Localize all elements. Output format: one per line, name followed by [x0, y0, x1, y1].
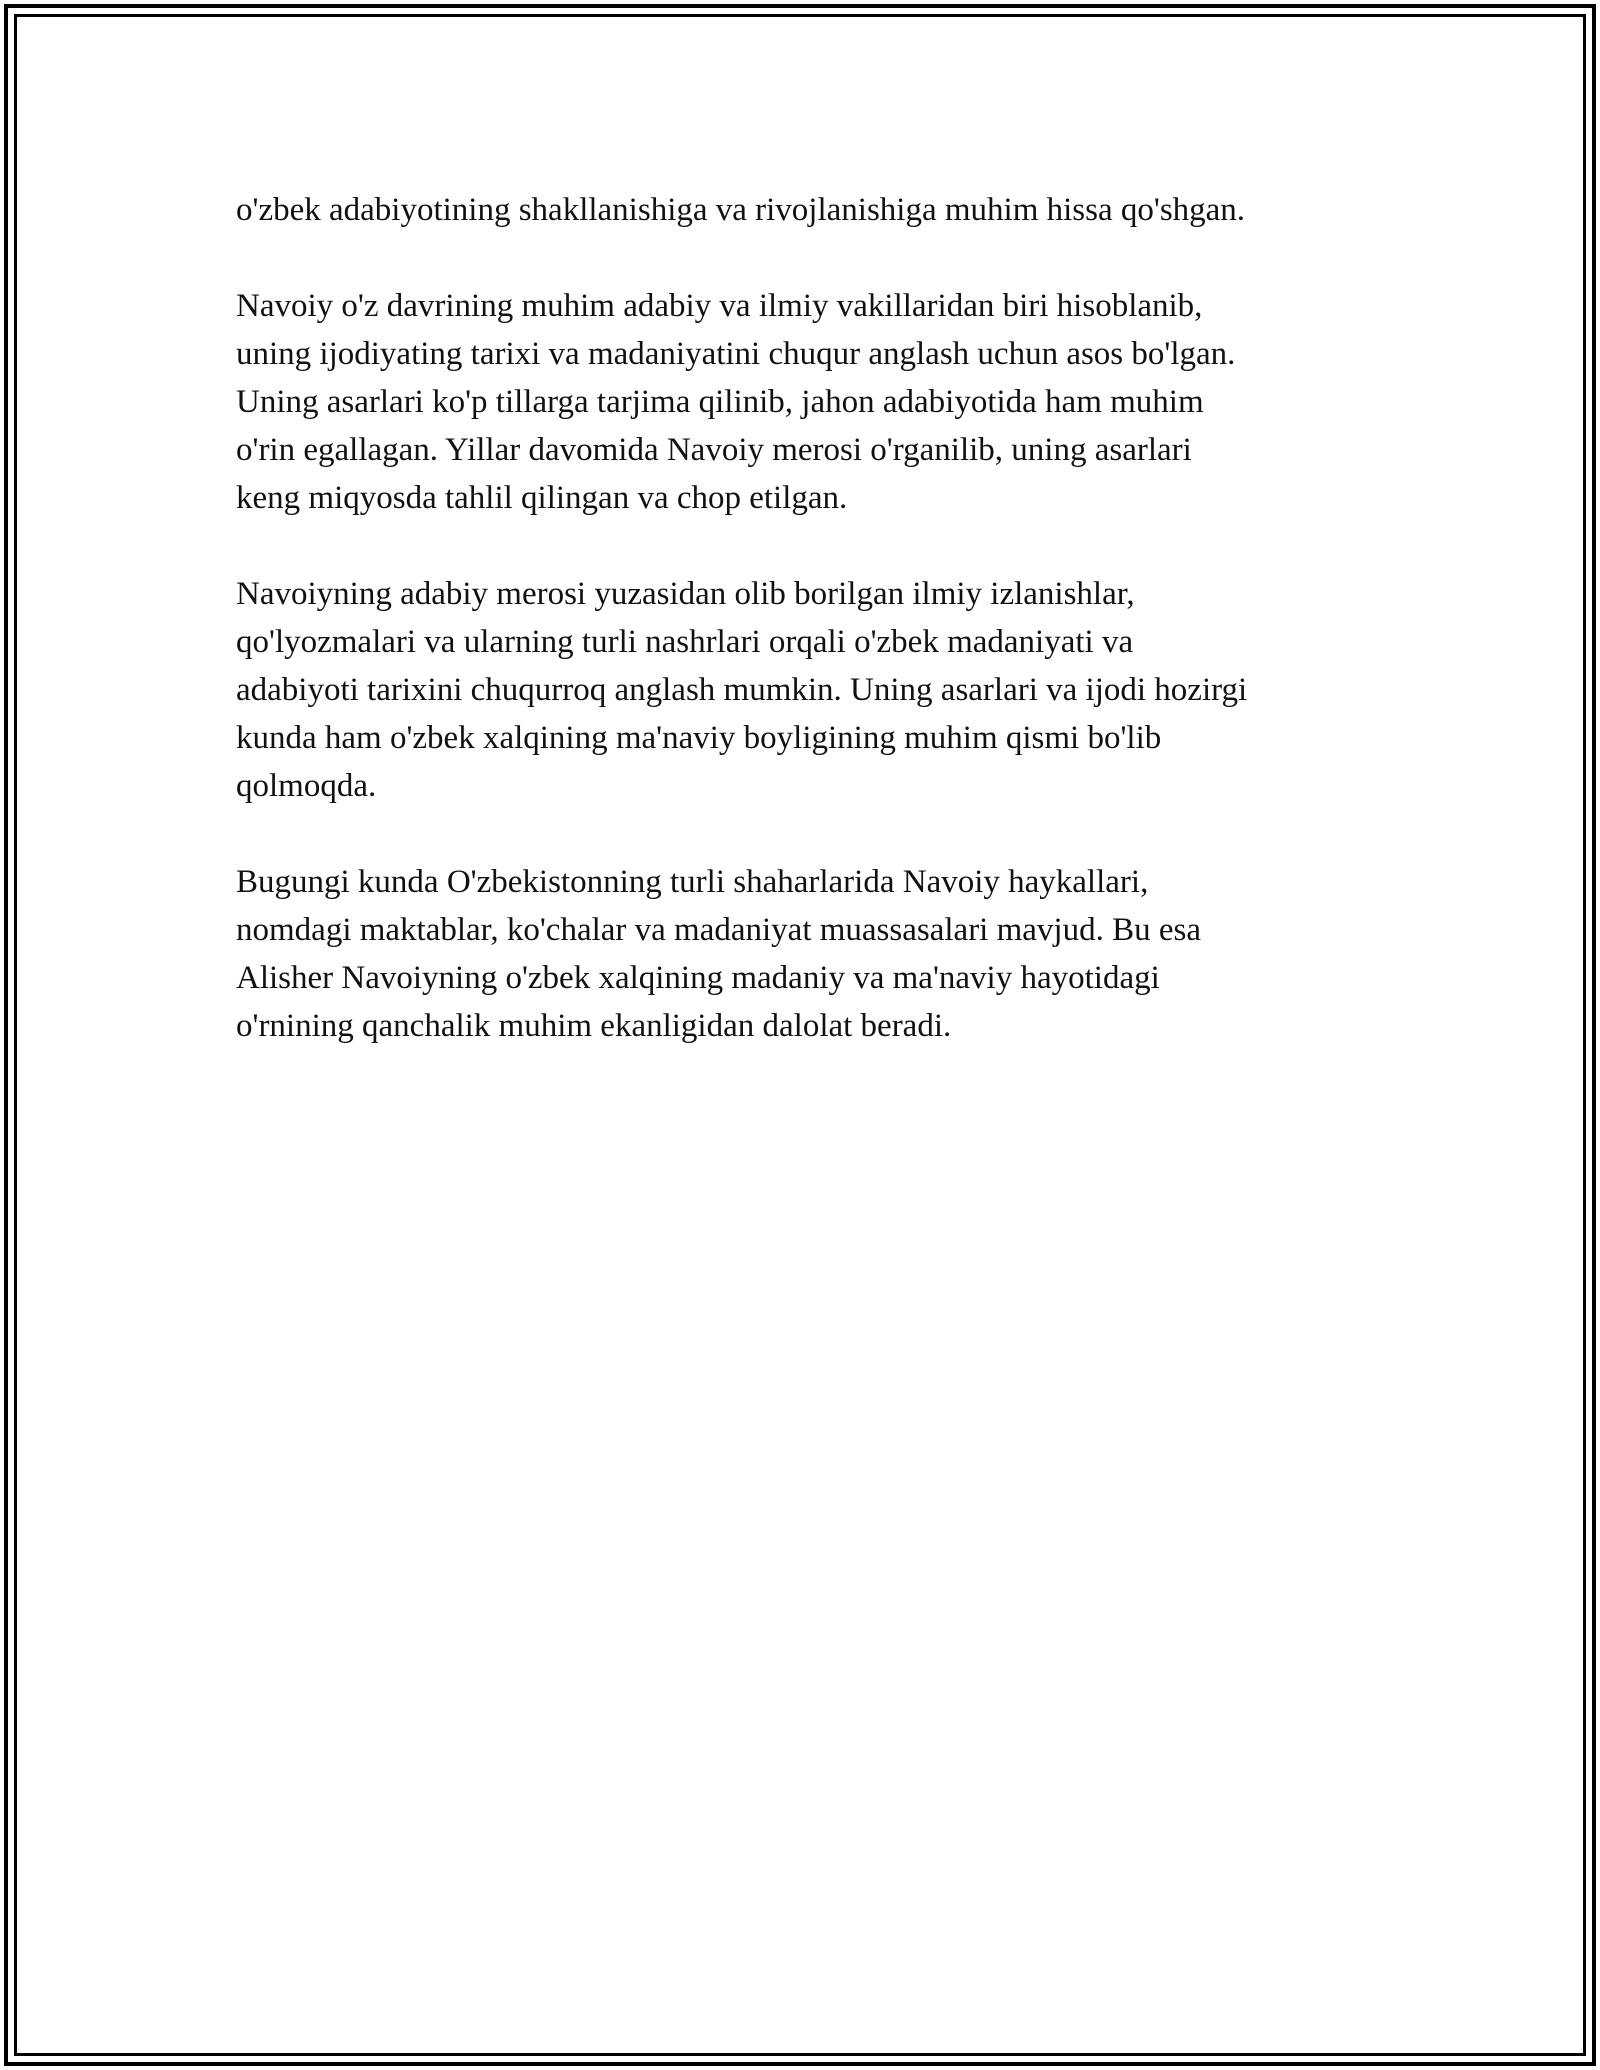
document-body	[236, 186, 1386, 1098]
paragraph	[236, 186, 1386, 234]
text-line: keng miqyosda tahlil qilingan va chop etilgan.	[236, 480, 848, 516]
text-line: o'rnining qanchalik muhim ekanligidan dalolat beradi.	[236, 1008, 952, 1044]
text-line: o'zbek adabiyotining shakllanishiga va rivojlanishiga muhim hissa qo'shgan.	[236, 192, 1246, 228]
text-line: Navoiy o'z davrining muhim adabiy va ilmiy vakillaridan biri hisoblanib,	[236, 288, 1203, 324]
paragraph	[236, 570, 1386, 810]
text-line: Bugungi kunda O'zbekistonning turli shaharlarida Navoiy haykallari,	[236, 864, 1149, 900]
paragraph	[236, 282, 1386, 522]
text-line: qo'lyozmalari va ularning turli nashrlari orqali o'zbek madaniyati va	[236, 624, 1134, 660]
text-line: Alisher Navoiyning o'zbek xalqining madaniy va ma'naviy hayotidagi	[236, 960, 1160, 996]
text-line: nomdagi maktablar, ko'chalar va madaniyat muassasalari mavjud. Bu esa	[236, 912, 1201, 948]
text-line: kunda ham o'zbek xalqining ma'naviy boyligining muhim qismi bo'lib	[236, 720, 1162, 756]
text-line: o'rin egallagan. Yillar davomida Navoiy merosi o'rganilib, uning asarlari	[236, 432, 1192, 468]
text-line: uning ijodiyating tarixi va madaniyatini chuqur anglash uchun asos bo'lgan.	[236, 336, 1236, 372]
text-line: Uning asarlari ko'p tillarga tarjima qilinib, jahon adabiyotida ham muhim	[236, 384, 1204, 420]
text-line: Navoiyning adabiy merosi yuzasidan olib borilgan ilmiy izlanishlar,	[236, 576, 1135, 612]
paragraph	[236, 858, 1386, 1050]
text-line: adabiyoti tarixini chuqurroq anglash mumkin. Uning asarlari va ijodi hozirgi	[236, 672, 1248, 708]
text-line: qolmoqda.	[236, 768, 377, 804]
